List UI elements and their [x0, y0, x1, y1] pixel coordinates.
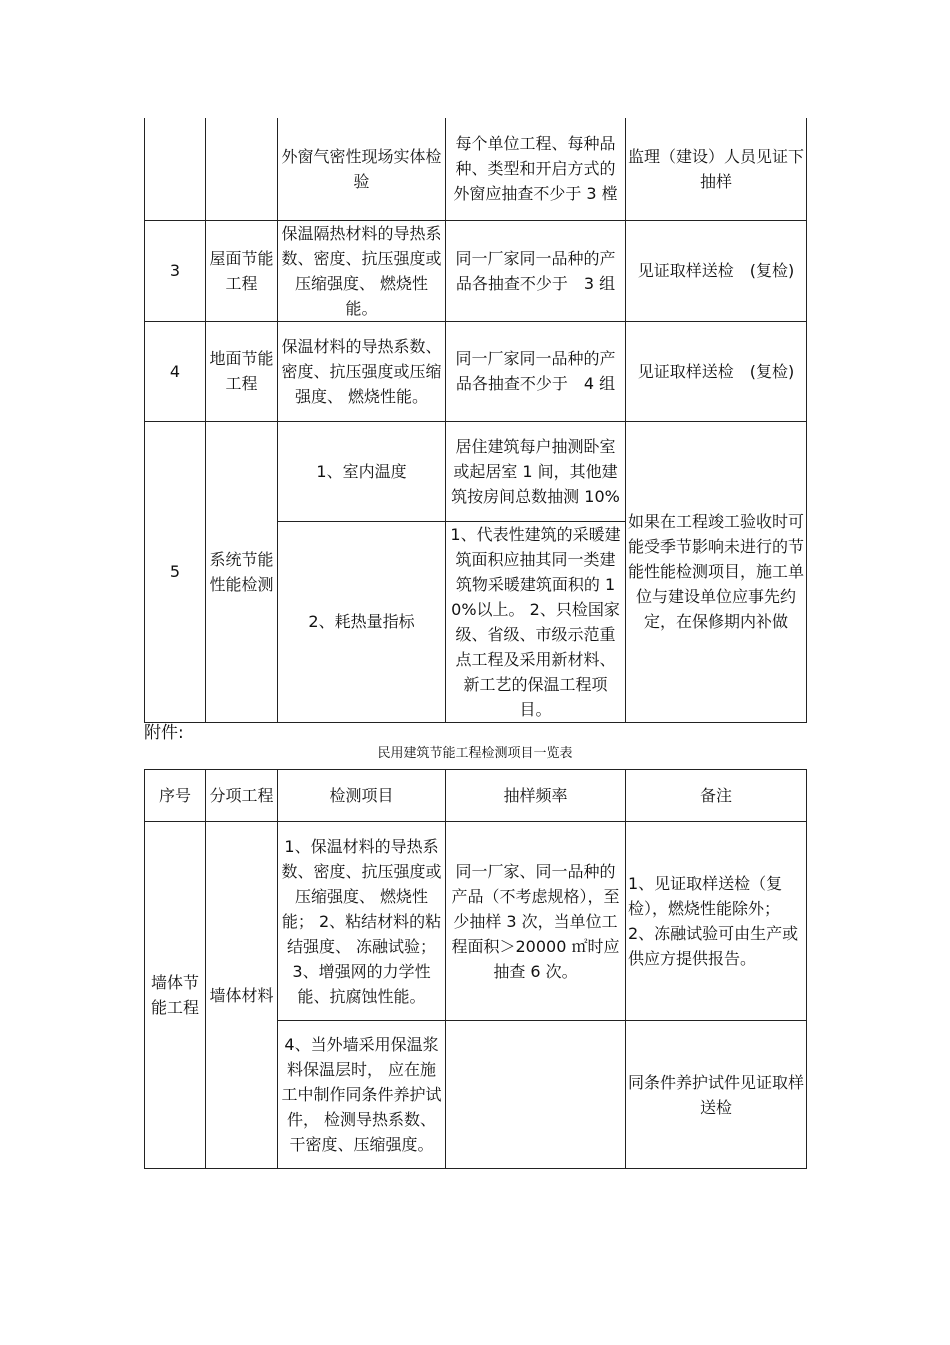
- header-subproject: 分项工程: [206, 770, 278, 822]
- row-note: 见证取样送检 (复检): [626, 321, 807, 421]
- table-row: [145, 421, 807, 521]
- row-note: 如果在工程竣工验收时可能受季节影响未进行的节能性能检测项目，施工单位与建设单位应事先约定，在保修期内补做: [626, 421, 807, 722]
- row-test: 1、室内温度: [278, 421, 446, 521]
- row-frequency: 同一厂家同一品种的产品各抽查不少于 3 组: [446, 220, 626, 321]
- row-note: 同条件养护试件见证取样送检: [626, 1021, 807, 1169]
- row-test: 1、保温材料的导热系数、密度、抗压强度或压缩强度、 燃烧性能； 2、粘结材料的粘结强度、 冻融试验； 3、增强网的力学性能、抗腐蚀性能。: [278, 822, 446, 1021]
- row-test: 2、耗热量指标: [278, 521, 446, 722]
- row-frequency: 同一厂家、同一品种的产品（不考虑规格），至少抽样 3 次，当单位工程面积＞20000 ㎡时应抽查 6 次。: [446, 822, 626, 1021]
- row-test: 保温隔热材料的导热系数、密度、抗压强度或压缩强度、 燃烧性能。: [278, 220, 446, 321]
- row-item: 系统节能性能检测: [206, 421, 278, 722]
- row-number: [145, 118, 206, 220]
- table-title: 民用建筑节能工程检测项目一览表: [377, 746, 573, 761]
- row-test: 4、当外墙采用保温浆料保温层时， 应在施工中制作同条件养护试件， 检测导热系数、干密度、压缩强度。: [278, 1021, 446, 1169]
- table-row: [145, 321, 807, 421]
- row-test: 保温材料的导热系数、密度、抗压强度或压缩强度、 燃烧性能。: [278, 321, 446, 421]
- row-number: 5: [145, 421, 206, 722]
- row-note: 监理（建设）人员见证下抽样: [626, 118, 807, 220]
- row-frequency: 同一厂家同一品种的产品各抽查不少于 4 组: [446, 321, 626, 421]
- row-test: 外窗气密性现场实体检验: [278, 118, 446, 220]
- attachment-label: 附件:: [144, 723, 184, 743]
- row-frequency: 1、代表性建筑的采暖建筑面积应抽其同一类建筑物采暖建筑面积的 10%以上。 2、只检国家级、省级、市级示范重点工程及采用新材料、新工艺的保温工程项目。: [446, 521, 626, 722]
- row-frequency: 居住建筑每户抽测卧室或起居室 1 间，其他建筑按房间总数抽测 10%: [446, 421, 626, 521]
- table-row: [145, 822, 807, 1021]
- row-number: 3: [145, 220, 206, 321]
- header-test-item: 检测项目: [278, 770, 446, 822]
- row-group: 墙体节能工程: [145, 822, 206, 1169]
- row-item: 地面节能工程: [206, 321, 278, 421]
- table-row: [145, 220, 807, 321]
- header-number: 序号: [145, 770, 206, 822]
- row-subgroup: 墙体材料: [206, 822, 278, 1169]
- row-number: 4: [145, 321, 206, 421]
- row-note: 1、见证取样送检（复检），燃烧性能除外； 2、冻融试验可由生产或供应方提供报告。: [626, 822, 807, 1021]
- row-frequency: 每个单位工程、每种品种、类型和开启方式的外窗应抽查不少于 3 樘: [446, 118, 626, 220]
- row-item: [206, 118, 278, 220]
- row-frequency: [446, 1021, 626, 1169]
- row-note: 见证取样送检 (复检): [626, 220, 807, 321]
- inspection-items-table: [144, 769, 807, 1169]
- header-sampling-frequency: 抽样频率: [446, 770, 626, 822]
- continued-inspection-table: [144, 118, 807, 723]
- row-item: 屋面节能工程: [206, 220, 278, 321]
- header-note: 备注: [626, 770, 807, 822]
- table-header-row: [145, 770, 807, 822]
- table-row: [145, 118, 807, 220]
